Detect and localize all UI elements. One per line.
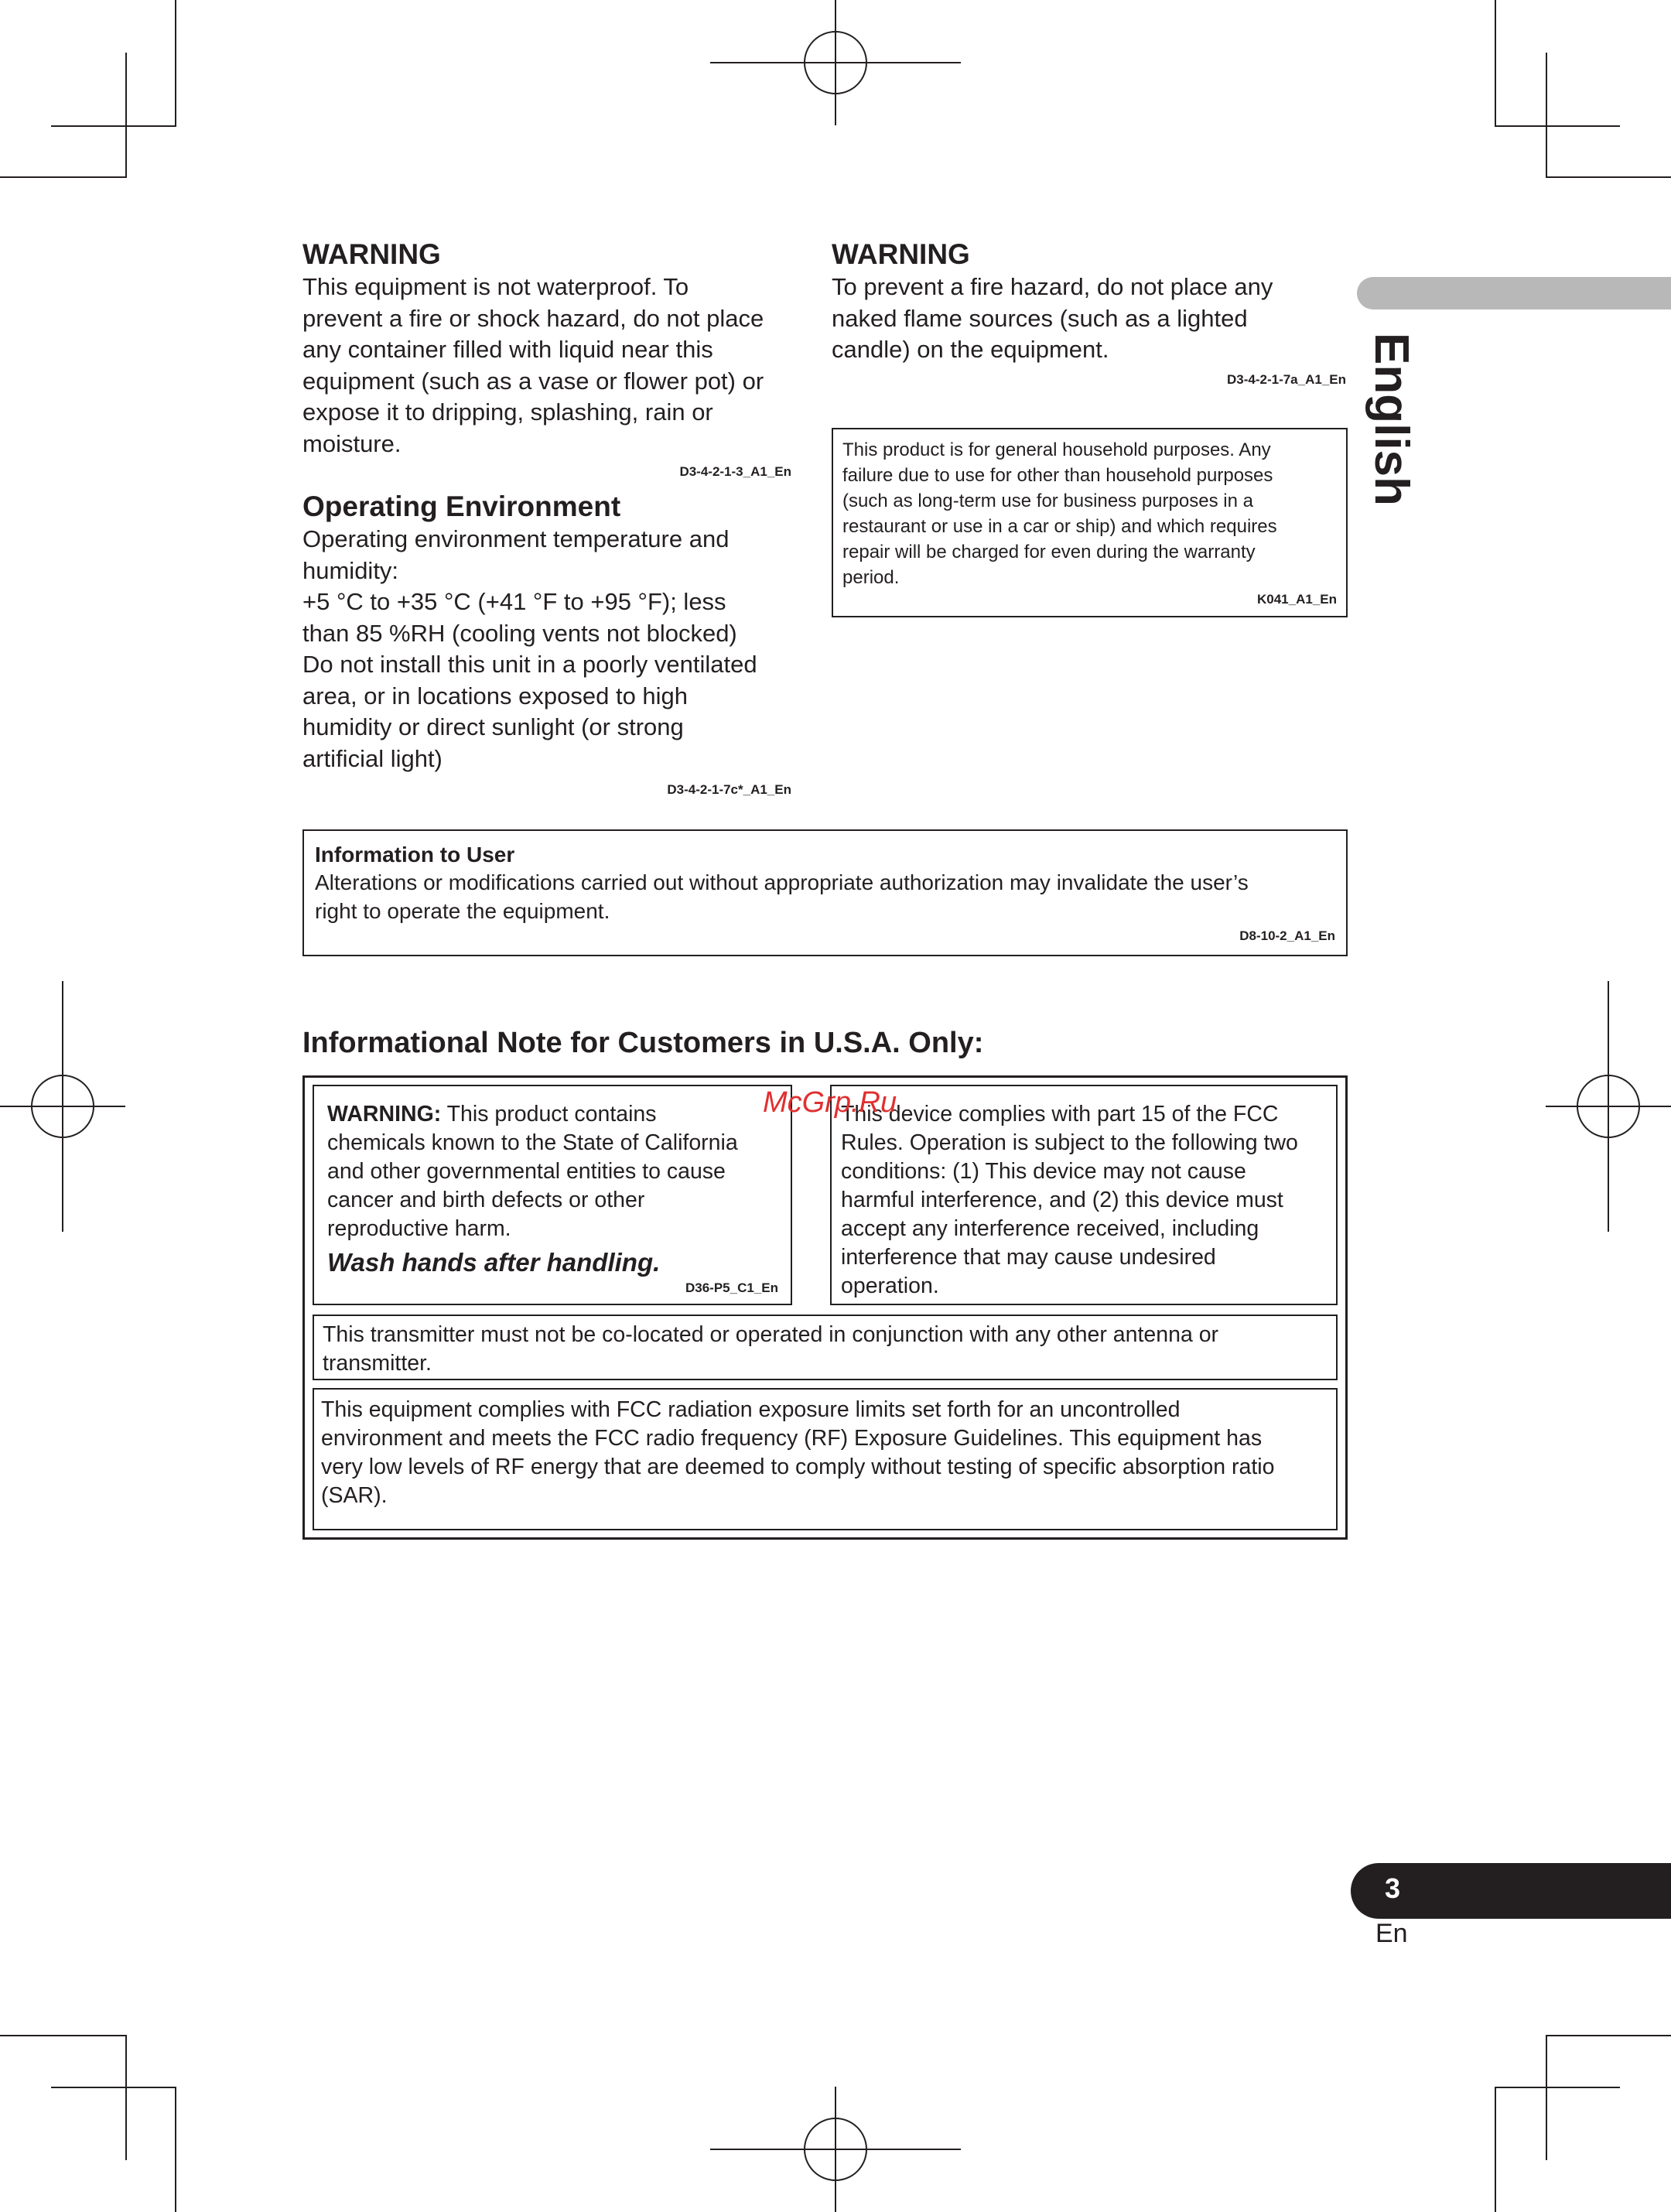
information-to-user-box [302,829,1348,956]
fcc-part15-box [830,1085,1338,1305]
page-language: En [1375,1919,1408,1948]
operating-line: +5 °C to +35 °C (+41 °F to +95 °F); less [302,588,726,615]
crop-mark [125,2035,127,2160]
household-line: repair will be charged for even during the warranty [842,542,1256,562]
prop65-line [327,1100,791,1129]
crop-mark [1546,2035,1671,2036]
operating-line: than 85 %RH (cooling vents not blocked) [302,619,737,647]
registration-mark [1577,1075,1640,1138]
operating-line: Do not install this unit in a poorly ventilated [302,651,757,678]
crop-mark [1495,2087,1620,2088]
crop-mark [175,2087,176,2212]
crop-mark [1495,0,1496,125]
prop65-line: chemicals known to the State of California [327,1130,738,1155]
reference-code: D3-4-2-1-3_A1_En [679,464,791,479]
warning-line: To prevent a fire hazard, do not place any [832,273,1273,300]
reference-code: D8-10-2_A1_En [1239,928,1335,943]
language-tab-text: English [1365,333,1418,506]
crop-mark [1546,176,1671,178]
prop65-line: and other governmental entities to cause [327,1159,726,1184]
registration-mark [804,31,867,94]
household-line: failure due to use for other than household purposes [842,465,1273,486]
rf-exposure-box [313,1388,1338,1530]
reference-code: D3-4-2-1-7c*_A1_En [667,782,791,797]
crop-mark [51,125,176,127]
registration-mark [804,2118,867,2181]
warning-line: naked flame sources (such as a lighted [832,304,1248,332]
household-line: period. [842,567,900,588]
registration-mark [31,1075,94,1138]
fcc-line: operation. [841,1274,939,1298]
crop-mark [1495,125,1620,127]
household-line: restaurant or use in a car or ship) and which requires [842,516,1277,537]
prop65-warning-box [313,1085,792,1305]
operating-line: humidity: [302,556,399,584]
operating-environment-section [302,490,791,798]
warning-line: moisture. [302,429,402,457]
usa-note-heading: Informational Note for Customers in U.S.A. Only: [302,1027,984,1059]
household-notice-box [832,428,1348,617]
operating-line: humidity or direct sunlight (or strong [302,713,684,740]
operating-line: artificial light) [302,744,443,772]
rf-line: This equipment complies with FCC radiation exposure limits set forth for an uncontrolled [321,1397,1181,1422]
fcc-line: This device complies with part 15 of the FCC [841,1102,1279,1127]
crop-mark [51,2087,176,2088]
reference-code: D36-P5_C1_En [685,1280,778,1295]
household-line: This product is for general household purposes. Any [842,439,1271,460]
page-number: 3 [1385,1872,1401,1904]
prop65-emphasis: Wash hands after handling. [327,1248,661,1277]
rf-line: environment and meets the FCC radio frequency (RF) Exposure Guidelines. This equipment has [321,1426,1263,1451]
rf-line: very low levels of RF energy that are deemed to comply without testing of specific absorption ratio [321,1455,1275,1479]
warning-waterproof-section [302,238,791,480]
warning-line: any container filled with liquid near this [302,336,713,363]
watermark: McGrp.Ru [763,1086,897,1119]
warning-line: prevent a fire or shock hazard, do not place [302,304,764,332]
fcc-line: interference that may cause undesired [841,1245,1216,1270]
operating-environment-heading: Operating Environment [302,491,621,522]
crop-mark [0,176,125,178]
warning-line: candle) on the equipment. [832,336,1109,363]
household-line: (such as long-term use for business purposes in a [842,491,1253,511]
info-user-line: right to operate the equipment. [315,899,610,923]
reference-code: K041_A1_En [1256,592,1337,607]
crop-mark [0,2035,125,2036]
fcc-line: harmful interference, and (2) this device must [841,1188,1283,1212]
prop65-line-text: This product contains [441,1102,657,1127]
operating-line: area, or in locations exposed to high [302,682,689,709]
colocation-line: transmitter. [323,1351,432,1376]
warning-line: This equipment is not waterproof. To [302,273,689,300]
fcc-line: accept any interference received, including [841,1216,1259,1241]
warning-line: equipment (such as a vase or flower pot) or [302,367,764,395]
crop-mark [1546,2035,1547,2160]
colocation-line: This transmitter must not be co-located or operated in conjunction with any other antenna or [323,1322,1219,1347]
warning-heading: WARNING [302,238,441,270]
operating-line: Operating environment temperature and [302,525,730,552]
fcc-line: Rules. Operation is subject to the following two [841,1130,1298,1155]
language-tab-label [1345,333,1437,518]
rf-line: (SAR). [321,1483,388,1508]
prop65-line: cancer and birth defects or other [327,1188,645,1212]
reference-code: D3-4-2-1-7a_A1_En [1226,371,1346,387]
crop-mark [125,53,127,178]
crop-mark [1495,2087,1496,2212]
info-user-line: Alterations or modifications carried out without appropriate authorization may invalidate the user’s [315,870,1249,894]
colocation-box [313,1315,1338,1380]
prop65-line: reproductive harm. [327,1216,511,1241]
fcc-line: conditions: (1) This device may not cause [841,1159,1246,1184]
crop-mark [175,0,176,125]
language-tab [1357,277,1671,309]
prop65-warning-lead: WARNING: [327,1102,442,1127]
info-user-heading: Information to User [315,843,515,867]
crop-mark [1546,53,1547,178]
warning-fire-section [832,238,1346,388]
warning-line: expose it to dripping, splashing, rain or [302,398,713,426]
warning-heading: WARNING [832,238,970,270]
